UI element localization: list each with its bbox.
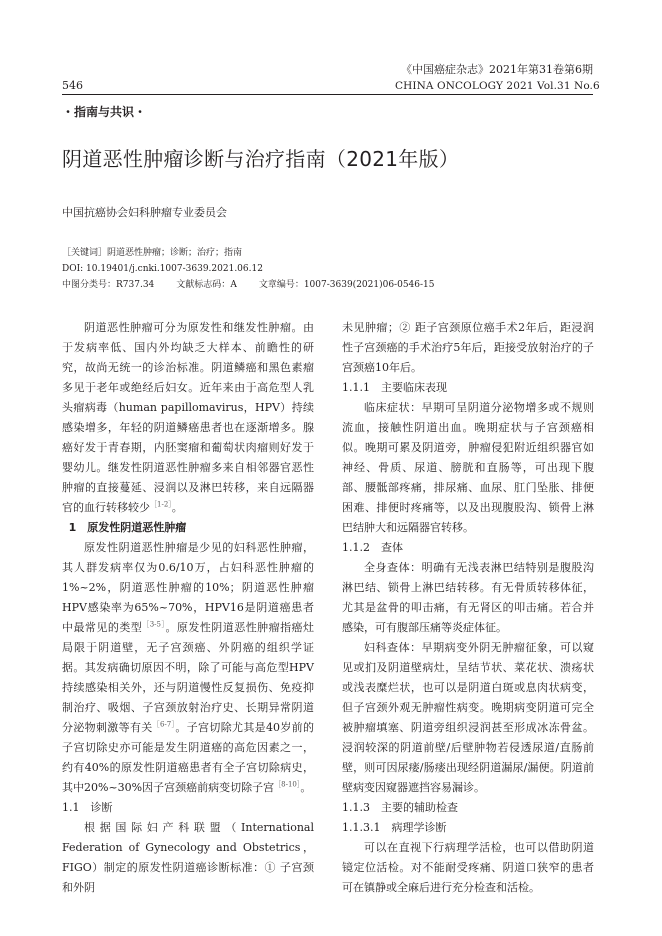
header-rule [62,94,593,95]
heading-1-1-1: 1.1.1 主要临床表现 [342,381,447,394]
paragraph-figo: 根据国际妇产科联盟（International Federation of Gynecology and Obstetrics，FIGO）制定的原发性阴道癌诊断标准：① 子宫颈和外阴 [62,821,314,894]
page-number: 546 [62,79,83,92]
citation[interactable]: ［1-2］ [150,500,172,509]
journal-name-en: CHINA ONCOLOGY 2021 Vol.31 No.6 [395,80,600,92]
keywords-value: 阴道恶性肿瘤；诊断；治疗；指南 [107,248,243,258]
citation[interactable]: ［3-5］ [142,620,166,629]
paragraph-pathology: 可以在直视下行病理学活检，也可以借助阴道镜定位活检。对不能耐受疼痛、阴道口狭窄的患者可在镇静或全麻后进行充分检查和活检。 [342,841,594,894]
article-title: 阴道恶性肿瘤诊断与治疗指南（2021年版） [62,147,460,171]
article-number-value: 1007-3639(2021)06-0546-15 [303,280,435,290]
keywords-label: ［关键词］ [62,248,108,258]
right-column [342,318,594,898]
epi-text-3: 。子宫切除尤其是40岁前的子宫切除史亦可能是发生阴道癌的高危因素之一，约有40%的原发性阴道癌患者有全子宫切除病史，其中20%~30%因子宫颈癌前病变切除子宫 [62,721,314,794]
epi-text-end: 。 [300,781,312,794]
intro-end: 。 [171,501,183,514]
author-line: 中国抗癌协会妇科肿瘤专业委员会 [62,206,227,219]
keywords-line [62,247,242,259]
epi-text-2: 。原发性阴道恶性肿瘤指癌灶局限于阴道壁，无子宫颈癌、外阴癌的组织学证据。其发病确切原因不明，除了可能与高危型HPV持续感染相关外，还与阴道慢性反复损伤、免疫抑制治疗、吸烟、子宫颈放射治疗史、长期异常阴道分泌物刺激等有关 [62,621,315,734]
paragraph-intro [62,318,314,518]
paragraph-epidemiology [62,538,314,798]
paragraph-symptoms: 临床症状：早期可呈阴道分泌物增多或不规则流血，接触性阴道出血。晚期症状与子宫颈癌相似。晚期可累及阴道旁，肿瘤侵犯附近组织器官如神经、骨质、尿道、膀胱和直肠等，可出现下腹部、腰骶部疼痛，排尿痛、血尿、肛门坠胀、排便困难、排便时疼痛等，以及出现腹股沟、锁骨上淋巴结肿大和远隔器官转移。 [342,401,594,534]
classification-line [62,279,435,291]
class-label: 中图分类号： [62,280,117,290]
section-tag: ・指南与共识・ [62,105,147,119]
doc-code-value: A [230,280,237,290]
citation[interactable]: ［8-10］ [274,780,301,789]
class-value: R737.34 [116,280,155,290]
heading-1-1-3-1: 1.1.3.1 病理学诊断 [342,821,447,834]
heading-section-1: 1 原发性阴道恶性肿瘤 [68,521,187,534]
paragraph-figo-cont: 未见肿瘤；② 距子宫颈原位癌手术2年后，距浸润性子宫颈癌的手术治疗5年后，距接受放射治疗的子宫颈癌10年后。 [342,321,594,374]
journal-name-cn: 《中国癌症杂志》2021年第31卷第6期 [401,63,593,76]
heading-1-1-2: 1.1.2 查体 [342,541,403,554]
epi-text-1: 原发性阴道恶性肿瘤是少见的妇科恶性肿瘤，其人群发病率仅为0.6/10万，占妇科恶性肿瘤的1%~2%，阴道恶性肿瘤的10%；阴道恶性肿瘤HPV感染率为65%~70%，HPV16是阴道癌患者中最常见的类型 [62,541,314,634]
article-number-label: 文章编号： [258,280,304,290]
doi-line: DOI: 10.19401/j.cnki.1007-3639.2021.06.12 [62,264,263,274]
paragraph-general-exam: 全身查体：明确有无浅表淋巴结特别是腹股沟淋巴结、锁骨上淋巴结转移。有无骨质转移体征，尤其是盆骨的叩击痛，有无肾区的叩击痛。若合并感染，可有腹部压痛等炎症体征。 [342,561,594,634]
doc-code-label: 文献标志码： [176,280,231,290]
intro-text: 阴道恶性肿瘤可分为原发性和继发性肿瘤。由于发病率低、国内外均缺乏大样本、前瞻性的研究，故尚无统一的诊治标准。阴道鳞癌和黑色素瘤多见于老年或绝经后妇女。近年来由于高危型人乳头瘤病毒（human papillomavirus，HPV）持续感染增多，年轻的阴道鳞癌患者也在逐渐增多。腺癌好发于青春期，内胚窦瘤和葡萄状肉瘤则好发于婴幼儿。继发性阴道恶性肿瘤多来自相邻器官恶性肿瘤的直接蔓延、浸润以及淋巴转移，来自远隔器官的血行转移较少 [62,321,314,514]
citation[interactable]: ［6-7］ [152,720,176,729]
heading-1-1: 1.1 诊断 [62,801,113,814]
heading-1-1-3: 1.1.3 主要的辅助检查 [342,801,458,814]
left-column [62,318,314,898]
paragraph-gyn-exam: 妇科查体：早期病变外阴无肿瘤征象，可以窥见或扪及阴道壁病灶，呈结节状、菜花状、溃疡状或浅表糜烂状，也可以是阴道白斑或息肉状病变，但子宫颈外观无肿瘤性病变。晚期病变阴道可完全被肿瘤填塞、阴道旁组织浸润甚至形成冰冻骨盆。浸润较深的阴道前壁/后壁肿物若侵透尿道/直肠前壁，则可因尿瘘/肠瘘出现经阴道漏尿/漏便。阴道前壁病变因窥器遮挡容易漏诊。 [342,641,594,794]
